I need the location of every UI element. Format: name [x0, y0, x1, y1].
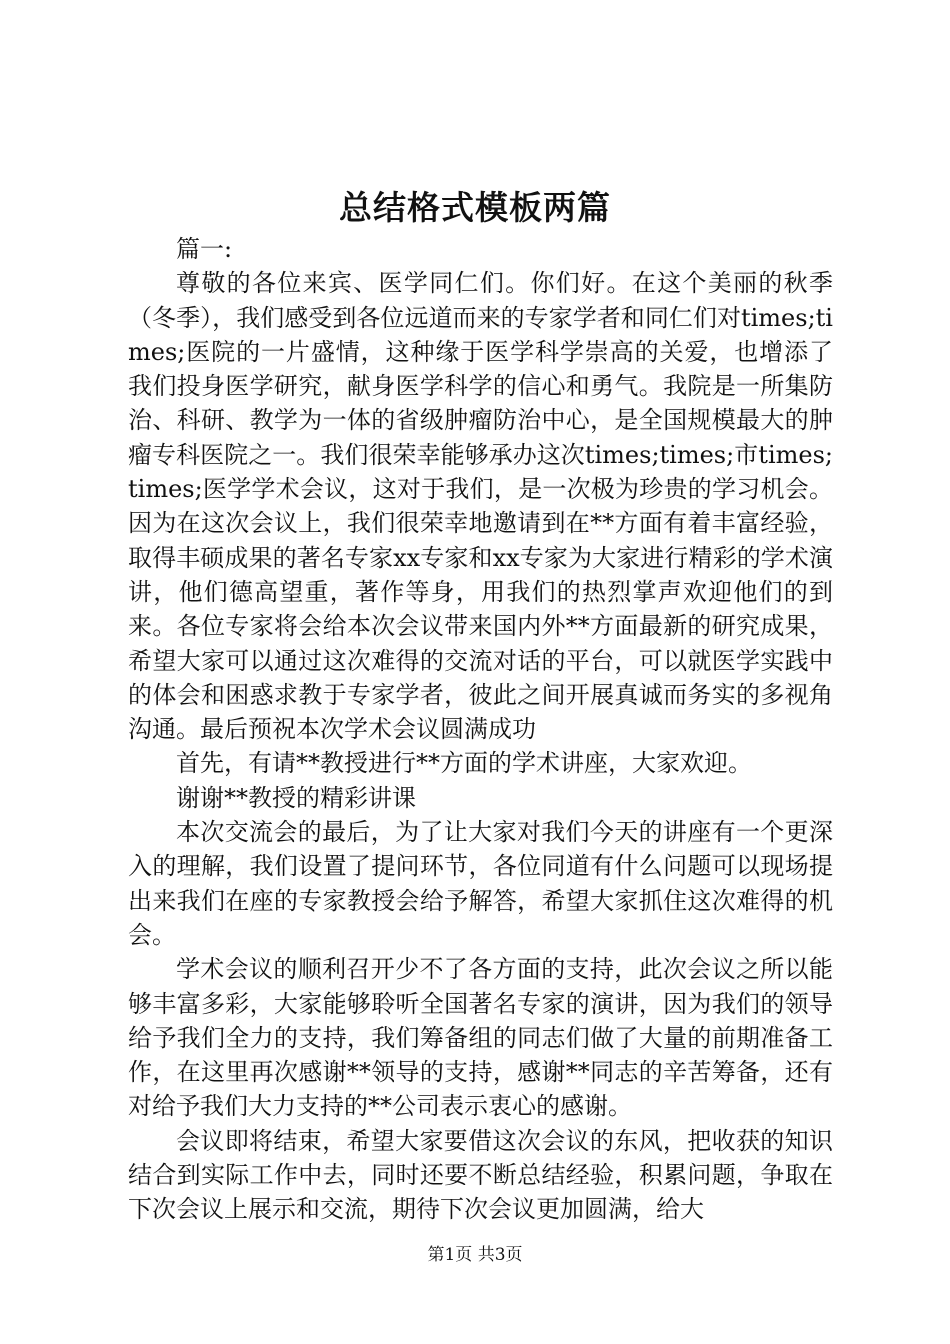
document-body	[128, 232, 833, 1227]
paragraph-thanks-lecture: 谢谢**教授的精彩讲课	[176, 783, 416, 812]
document-title: 总结格式模板两篇	[339, 188, 611, 227]
paragraph-acknowledgements: 学术会议的顺利召开少不了各方面的支持，此次会议之所以能够丰富多彩，大家能够聆听全国著名专家的演讲，因为我们的领导给予我们全力的支持，我们筹备组的同志们做了大量的前期准备工作，在这里再次感谢**领导的支持，感谢**同志的辛苦筹备，还有对给予我们大力支持的**公司表示衷心的感谢。	[128, 955, 833, 1121]
paragraph-qa-session: 本次交流会的最后，为了让大家对我们今天的讲座有一个更深入的理解，我们设置了提问环节，各位同道有什么问题可以现场提出来我们在座的专家教授会给予解答，希望大家抓住这次难得的机会。	[128, 818, 833, 949]
paragraph-closing: 会议即将结束，希望大家要借这次会议的东风，把收获的知识结合到实际工作中去，同时还要不断总结经验，积累问题，争取在下次会议上展示和交流，期待下次会议更加圆满，给大	[128, 1126, 833, 1224]
paragraph-welcome-speech: 尊敬的各位来宾、医学同仁们。你们好。在这个美丽的秋季（冬季），我们感受到各位远道而来的专家学者和同仁们对times;times;医院的一片盛情，这种缘于医学科学崇高的关爱，也增添了我们投身医学研究，献身医学科学的信心和勇气。我院是一所集防治、科研、教学为一体的省级肿瘤防治中心，是全国规模最大的肿瘤专科医院之一。我们很荣幸能够承办这次times;times;市times;times;医学学术会议，这对于我们，是一次极为珍贵的学习机会。因为在这次会议上，我们很荣幸地邀请到在**方面有着丰富经验，取得丰硕成果的著名专家xx专家和xx专家为大家进行精彩的学术演讲，他们德高望重，著作等身，用我们的热烈掌声欢迎他们的到来。各位专家将会给本次会议带来国内外**方面最新的研究成果，希望大家可以通过这次难得的交流对话的平台，可以就医学实践中的体会和困惑求教于专家学者，彼此之间开展真诚而务实的多视角沟通。最后预祝本次学术会议圆满成功	[128, 269, 833, 744]
section-heading: 篇一:	[176, 235, 233, 263]
page-footer: 第1页 共3页	[427, 1245, 523, 1265]
paragraph-invite-lecture: 首先，有请**教授进行**方面的学术讲座，大家欢迎。	[176, 749, 752, 778]
